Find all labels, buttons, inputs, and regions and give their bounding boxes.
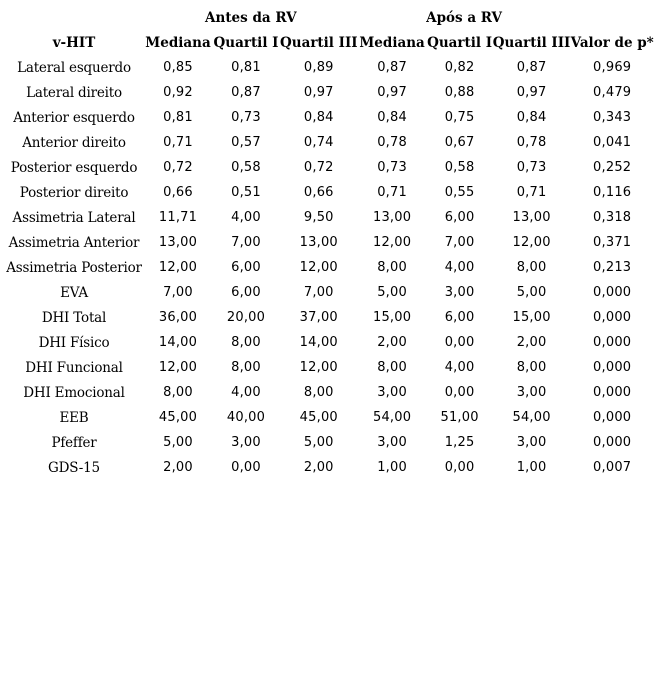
cell-after-median: 8,00 xyxy=(377,360,407,375)
cell-p-value: 0,007 xyxy=(593,460,632,475)
group-header-after: Após a RV xyxy=(426,9,503,26)
cell-p-value: 0,000 xyxy=(593,310,632,325)
cell-after-median: 0,73 xyxy=(377,160,407,175)
cell-after-q3: 0,84 xyxy=(516,110,547,125)
cell-p-value: 0,041 xyxy=(593,135,632,150)
cell-before-q3: 5,00 xyxy=(303,435,334,450)
cell-before-median: 5,00 xyxy=(163,435,193,450)
cell-before-q3: 37,00 xyxy=(299,310,338,325)
table-row xyxy=(4,130,654,155)
cell-after-q1: 3,00 xyxy=(444,285,475,300)
cell-after-q1: 0,88 xyxy=(444,85,475,100)
cell-after-q1: 6,00 xyxy=(444,310,475,325)
row-label: DHI Emocional xyxy=(23,384,125,401)
cell-before-q3: 0,97 xyxy=(303,85,334,100)
cell-before-q1: 6,00 xyxy=(231,260,261,275)
cell-before-q1: 4,00 xyxy=(231,385,261,400)
cell-p-value: 0,479 xyxy=(593,85,632,100)
cell-after-q3: 0,87 xyxy=(516,60,547,75)
cell-before-q1: 40,00 xyxy=(226,410,266,425)
table-row xyxy=(4,180,654,205)
group-header-row xyxy=(4,5,654,30)
cell-before-median: 0,71 xyxy=(163,135,193,150)
table-row xyxy=(4,305,654,330)
cell-after-q3: 0,78 xyxy=(516,135,547,150)
cell-before-q1: 6,00 xyxy=(231,285,261,300)
cell-before-median: 0,72 xyxy=(163,160,193,175)
cell-after-q3: 13,00 xyxy=(512,210,551,225)
cell-p-value: 0,000 xyxy=(593,335,632,350)
cell-after-q1: 0,75 xyxy=(444,110,475,125)
table-row xyxy=(4,330,654,355)
column-header-before-q1: Quartil I xyxy=(213,34,279,51)
table-row xyxy=(4,155,654,180)
cell-before-median: 2,00 xyxy=(163,460,193,475)
cell-after-q3: 8,00 xyxy=(516,260,547,275)
cell-before-median: 14,00 xyxy=(158,335,198,350)
cell-before-q3: 12,00 xyxy=(299,360,338,375)
cell-after-median: 12,00 xyxy=(372,235,412,250)
cell-before-median: 45,00 xyxy=(158,410,198,425)
column-header-row xyxy=(4,30,654,55)
cell-after-median: 8,00 xyxy=(377,260,407,275)
column-header-before-median: Mediana xyxy=(145,34,211,51)
table-row xyxy=(4,105,654,130)
row-label: Anterior direito xyxy=(22,134,126,151)
cell-p-value: 0,116 xyxy=(593,185,632,200)
column-header-after-median: Mediana xyxy=(359,34,425,51)
cell-after-q1: 0,00 xyxy=(444,460,475,475)
row-label: DHI Total xyxy=(41,309,107,326)
cell-before-q1: 0,58 xyxy=(231,160,261,175)
cell-after-q3: 5,00 xyxy=(516,285,547,300)
empty-pvalue-group xyxy=(571,5,654,30)
table-row xyxy=(4,55,654,80)
cell-before-q1: 0,87 xyxy=(231,85,261,100)
table-body xyxy=(4,55,654,480)
cell-after-q1: 0,82 xyxy=(444,60,475,75)
empty-corner xyxy=(4,5,144,30)
table-row xyxy=(4,430,654,455)
cell-before-q1: 0,00 xyxy=(231,460,261,475)
row-label: Assimetria Posterior xyxy=(6,259,142,276)
column-header-after-q1: Quartil I xyxy=(427,34,493,51)
row-label: Pfeffer xyxy=(51,434,97,451)
cell-after-median: 3,00 xyxy=(377,385,407,400)
cell-p-value: 0,000 xyxy=(593,385,632,400)
cell-before-q3: 0,89 xyxy=(303,60,334,75)
cell-after-median: 5,00 xyxy=(377,285,407,300)
cell-before-median: 0,66 xyxy=(163,185,193,200)
cell-before-q1: 20,00 xyxy=(226,310,266,325)
cell-after-q1: 4,00 xyxy=(444,360,475,375)
cell-before-median: 12,00 xyxy=(158,260,198,275)
cell-after-q3: 1,00 xyxy=(516,460,547,475)
cell-before-q1: 3,00 xyxy=(231,435,261,450)
cell-after-q3: 8,00 xyxy=(516,360,547,375)
cell-after-median: 0,84 xyxy=(377,110,407,125)
row-label: Anterior esquerdo xyxy=(13,109,135,126)
cell-p-value: 0,000 xyxy=(593,285,632,300)
cell-before-median: 0,81 xyxy=(163,110,193,125)
cell-before-q3: 0,84 xyxy=(303,110,334,125)
cell-after-q3: 0,97 xyxy=(516,85,547,100)
table-row xyxy=(4,380,654,405)
cell-before-q1: 7,00 xyxy=(231,235,261,250)
cell-p-value: 0,343 xyxy=(593,110,632,125)
cell-p-value: 0,213 xyxy=(593,260,632,275)
row-label: Posterior direito xyxy=(19,184,129,201)
row-label: Posterior esquerdo xyxy=(10,159,138,176)
table-row xyxy=(4,205,654,230)
cell-before-q3: 2,00 xyxy=(303,460,334,475)
cell-after-q3: 15,00 xyxy=(512,310,551,325)
cell-before-q1: 0,73 xyxy=(231,110,261,125)
cell-before-q3: 45,00 xyxy=(299,410,338,425)
row-label: DHI Físico xyxy=(38,334,110,351)
cell-p-value: 0,000 xyxy=(593,410,632,425)
column-header-after-q3: Quartil III xyxy=(492,34,571,51)
cell-before-q1: 4,00 xyxy=(231,210,261,225)
table-header xyxy=(4,5,654,55)
cell-after-q1: 7,00 xyxy=(444,235,475,250)
row-label: Lateral esquerdo xyxy=(17,59,131,76)
cell-before-median: 36,00 xyxy=(158,310,198,325)
cell-after-median: 3,00 xyxy=(377,435,407,450)
row-label: Assimetria Lateral xyxy=(12,209,136,226)
cell-after-median: 0,78 xyxy=(377,135,407,150)
cell-after-q3: 0,73 xyxy=(516,160,547,175)
cell-after-q3: 3,00 xyxy=(516,435,547,450)
cell-after-q1: 6,00 xyxy=(444,210,475,225)
table-row xyxy=(4,355,654,380)
table-row xyxy=(4,230,654,255)
cell-after-q1: 0,00 xyxy=(444,335,475,350)
row-label: EVA xyxy=(60,284,88,301)
column-header-vhit: v-HIT xyxy=(52,34,96,51)
cell-p-value: 0,000 xyxy=(593,435,632,450)
cell-before-q3: 13,00 xyxy=(299,235,338,250)
table-row xyxy=(4,255,654,280)
cell-before-median: 8,00 xyxy=(163,385,193,400)
row-label: GDS-15 xyxy=(48,459,100,476)
cell-after-q3: 3,00 xyxy=(516,385,547,400)
cell-before-q3: 9,50 xyxy=(303,210,334,225)
cell-before-q3: 0,72 xyxy=(303,160,334,175)
cell-before-q1: 0,81 xyxy=(231,60,261,75)
cell-p-value: 0,252 xyxy=(593,160,632,175)
cell-before-q3: 14,00 xyxy=(299,335,338,350)
cell-after-q3: 0,71 xyxy=(516,185,547,200)
cell-after-q1: 4,00 xyxy=(444,260,475,275)
cell-after-q3: 12,00 xyxy=(512,235,551,250)
cell-p-value: 0,318 xyxy=(593,210,632,225)
cell-before-median: 13,00 xyxy=(158,235,198,250)
cell-before-q1: 0,51 xyxy=(231,185,261,200)
cell-after-median: 2,00 xyxy=(377,335,407,350)
cell-after-median: 54,00 xyxy=(372,410,412,425)
cell-before-q1: 0,57 xyxy=(231,135,261,150)
cell-after-median: 0,71 xyxy=(377,185,407,200)
column-header-before-q3: Quartil III xyxy=(280,34,358,51)
cell-before-q3: 8,00 xyxy=(303,385,334,400)
cell-before-q3: 0,66 xyxy=(303,185,334,200)
cell-p-value: 0,969 xyxy=(593,60,632,75)
cell-before-median: 11,71 xyxy=(158,210,198,225)
cell-after-q3: 2,00 xyxy=(516,335,547,350)
column-header-p-value: Valor de p* xyxy=(570,34,654,51)
cell-after-q1: 1,25 xyxy=(444,435,475,450)
table-row xyxy=(4,405,654,430)
table-row xyxy=(4,280,654,305)
row-label: DHI Funcional xyxy=(25,359,123,376)
cell-before-q1: 8,00 xyxy=(231,360,261,375)
table-row xyxy=(4,455,654,480)
cell-after-q1: 0,58 xyxy=(444,160,475,175)
cell-after-q3: 54,00 xyxy=(512,410,551,425)
cell-p-value: 0,000 xyxy=(593,360,632,375)
cell-after-median: 0,87 xyxy=(377,60,407,75)
group-header-before: Antes da RV xyxy=(205,9,297,26)
cell-before-median: 0,85 xyxy=(163,60,193,75)
cell-p-value: 0,371 xyxy=(593,235,632,250)
cell-after-median: 13,00 xyxy=(372,210,412,225)
cell-before-q3: 7,00 xyxy=(303,285,334,300)
table-row xyxy=(4,80,654,105)
cell-after-median: 15,00 xyxy=(372,310,412,325)
cell-after-q1: 0,55 xyxy=(444,185,475,200)
cell-before-median: 12,00 xyxy=(158,360,198,375)
cell-after-median: 0,97 xyxy=(377,85,407,100)
cell-after-q1: 0,00 xyxy=(444,385,475,400)
row-label: EEB xyxy=(59,409,89,426)
row-label: Assimetria Anterior xyxy=(8,234,140,251)
cell-before-q3: 0,74 xyxy=(303,135,334,150)
cell-after-q1: 51,00 xyxy=(440,410,479,425)
cell-before-median: 7,00 xyxy=(163,285,193,300)
cell-after-q1: 0,67 xyxy=(444,135,475,150)
results-table xyxy=(4,5,654,480)
row-label: Lateral direito xyxy=(26,84,122,101)
cell-after-median: 1,00 xyxy=(377,460,407,475)
cell-before-q1: 8,00 xyxy=(231,335,261,350)
cell-before-q3: 12,00 xyxy=(299,260,338,275)
cell-before-median: 0,92 xyxy=(163,85,193,100)
